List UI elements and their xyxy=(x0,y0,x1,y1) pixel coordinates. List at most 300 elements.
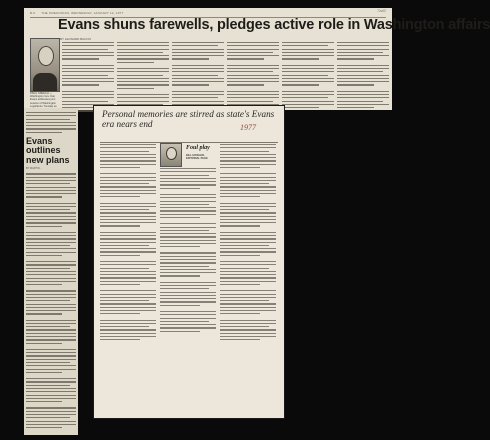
article-columns-right xyxy=(100,144,278,342)
text-line xyxy=(220,294,276,295)
text-line xyxy=(26,307,76,308)
text-line xyxy=(220,180,276,181)
text-line xyxy=(160,256,216,257)
text-column xyxy=(282,42,334,117)
text-line xyxy=(220,177,276,178)
text-line xyxy=(220,313,260,314)
text-line xyxy=(220,157,276,158)
text-line xyxy=(117,81,169,82)
text-line xyxy=(160,295,216,296)
text-line xyxy=(26,359,76,360)
text-line xyxy=(160,246,200,247)
text-line xyxy=(100,323,156,324)
text-line xyxy=(172,81,224,82)
text-line xyxy=(26,339,76,340)
text-line xyxy=(26,381,76,382)
text-line xyxy=(62,55,114,56)
text-line xyxy=(160,207,216,208)
text-line xyxy=(62,65,114,66)
text-line xyxy=(62,91,114,92)
text-line xyxy=(227,81,279,82)
text-line xyxy=(26,349,76,350)
text-line xyxy=(220,183,269,184)
text-line xyxy=(160,227,216,228)
text-line xyxy=(227,91,279,92)
text-line xyxy=(220,326,269,327)
text-line xyxy=(100,333,156,334)
text-line xyxy=(100,320,156,321)
text-line xyxy=(160,318,216,319)
text-line xyxy=(26,362,70,363)
text-line xyxy=(26,329,76,330)
text-line xyxy=(220,203,276,204)
text-line xyxy=(62,42,114,43)
text-line xyxy=(227,52,273,53)
text-line xyxy=(26,365,76,366)
text-line xyxy=(100,196,140,197)
text-line xyxy=(26,343,62,344)
text-line xyxy=(26,232,76,233)
text-line xyxy=(100,303,156,304)
text-line xyxy=(62,101,108,102)
text-line xyxy=(282,97,328,98)
text-line xyxy=(26,284,62,285)
text-line xyxy=(220,268,269,269)
text-line xyxy=(62,78,114,79)
text-line xyxy=(220,333,276,334)
text-line xyxy=(337,101,383,102)
text-line xyxy=(220,212,276,213)
portrait-photo xyxy=(30,38,60,92)
text-line xyxy=(117,45,169,46)
text-line xyxy=(172,65,224,66)
text-line xyxy=(160,298,216,299)
text-line xyxy=(26,313,62,314)
text-line xyxy=(26,417,70,418)
text-line xyxy=(26,206,76,207)
text-line xyxy=(26,112,76,113)
text-line xyxy=(282,75,328,76)
text-line xyxy=(160,269,216,270)
text-line xyxy=(160,223,216,224)
text-line xyxy=(117,104,163,105)
text-line xyxy=(117,75,163,76)
text-line xyxy=(100,297,156,298)
text-line xyxy=(100,180,156,181)
text-line xyxy=(227,55,279,56)
text-line xyxy=(26,183,70,184)
text-line xyxy=(337,58,374,59)
text-line xyxy=(282,52,334,53)
text-line xyxy=(282,78,334,79)
text-line xyxy=(220,264,276,265)
text-line xyxy=(337,49,389,50)
text-line xyxy=(220,271,276,272)
text-line xyxy=(220,336,276,337)
text-line xyxy=(160,168,216,169)
text-line xyxy=(220,284,260,285)
byline-left: BY MARTIN... xyxy=(26,167,42,171)
text-line xyxy=(100,212,156,213)
text-line xyxy=(100,264,156,265)
text-line xyxy=(100,310,156,311)
text-line xyxy=(100,232,156,233)
clipping-top xyxy=(24,8,490,110)
text-line xyxy=(282,81,334,82)
text-line xyxy=(227,94,279,95)
text-line xyxy=(220,261,276,262)
text-line xyxy=(100,284,140,285)
text-line xyxy=(337,75,389,76)
text-line xyxy=(26,385,70,386)
text-line xyxy=(220,144,276,145)
text-line xyxy=(337,55,389,56)
text-line xyxy=(26,401,62,402)
text-line xyxy=(26,407,76,408)
text-line xyxy=(220,255,260,256)
text-line xyxy=(220,164,276,165)
text-line xyxy=(100,326,149,327)
text-line xyxy=(227,45,279,46)
text-line xyxy=(160,188,200,189)
text-line xyxy=(220,190,276,191)
text-line xyxy=(62,52,114,53)
text-line xyxy=(100,261,156,262)
text-line xyxy=(160,259,216,260)
text-line xyxy=(227,97,279,98)
text-line xyxy=(26,125,76,126)
text-column xyxy=(26,173,76,428)
text-line xyxy=(337,42,389,43)
text-line xyxy=(62,49,108,50)
text-line xyxy=(227,65,279,66)
text-line xyxy=(160,181,216,182)
text-line xyxy=(172,91,224,92)
text-line xyxy=(26,212,76,213)
text-line xyxy=(172,42,224,43)
text-line xyxy=(100,307,156,308)
text-line xyxy=(100,167,140,168)
text-line xyxy=(160,327,216,328)
text-line xyxy=(220,238,276,239)
text-line xyxy=(117,97,169,98)
text-line xyxy=(337,91,389,92)
text-line xyxy=(26,242,76,243)
text-line xyxy=(160,282,216,283)
text-line xyxy=(337,81,389,82)
text-line xyxy=(100,209,149,210)
text-line xyxy=(220,251,276,252)
text-line xyxy=(26,323,76,324)
text-line xyxy=(26,297,76,298)
text-line xyxy=(26,278,76,279)
text-line xyxy=(26,352,76,353)
text-line xyxy=(26,388,76,389)
text-line xyxy=(26,238,76,239)
archive-mark: 7a42 xyxy=(377,8,386,13)
text-line xyxy=(337,107,374,108)
text-line xyxy=(100,177,156,178)
text-line xyxy=(26,128,76,129)
text-line xyxy=(26,190,76,191)
text-line xyxy=(337,52,383,53)
text-line xyxy=(100,219,156,220)
text-line xyxy=(26,271,76,272)
text-line xyxy=(26,196,62,197)
text-line xyxy=(220,339,260,340)
text-line xyxy=(26,355,76,356)
text-line xyxy=(172,45,218,46)
text-line xyxy=(26,216,76,217)
text-line xyxy=(100,206,156,207)
text-line xyxy=(337,78,389,79)
section-rule xyxy=(100,142,278,143)
text-line xyxy=(26,177,76,178)
text-line xyxy=(172,49,224,50)
text-line xyxy=(100,294,156,295)
text-line xyxy=(100,222,156,223)
text-line xyxy=(282,84,319,85)
text-line xyxy=(220,186,276,187)
text-line xyxy=(62,75,108,76)
text-line xyxy=(62,58,99,59)
text-line xyxy=(227,42,279,43)
text-line xyxy=(100,238,156,239)
text-line xyxy=(160,184,216,185)
text-line xyxy=(160,214,216,215)
text-line xyxy=(227,68,279,69)
text-line xyxy=(26,252,76,253)
text-line xyxy=(26,310,76,311)
text-line xyxy=(26,411,76,412)
text-line xyxy=(100,225,140,226)
text-line xyxy=(220,225,260,226)
text-line xyxy=(282,42,334,43)
text-line xyxy=(26,398,76,399)
text-line xyxy=(337,45,389,46)
column-title: Foul play xyxy=(186,145,210,151)
text-line xyxy=(26,248,76,249)
text-column xyxy=(100,144,156,342)
text-line xyxy=(117,71,169,72)
text-line xyxy=(220,303,276,304)
text-line xyxy=(100,242,156,243)
text-line xyxy=(117,88,154,89)
text-line xyxy=(117,84,169,85)
text-line xyxy=(227,78,279,79)
text-line xyxy=(62,104,114,105)
headline-top: Evans shuns farewells, pledges active role in Washington affairs xyxy=(58,17,490,33)
text-line xyxy=(160,292,216,293)
text-line xyxy=(220,235,276,236)
text-line xyxy=(26,264,76,265)
text-line xyxy=(100,329,156,330)
page-number: B-6 xyxy=(30,11,36,15)
text-line xyxy=(220,167,260,168)
text-line xyxy=(220,290,276,291)
text-line xyxy=(160,285,216,286)
text-column xyxy=(337,42,389,117)
text-line xyxy=(117,58,169,59)
text-line xyxy=(160,178,216,179)
text-line xyxy=(160,201,216,202)
photo-caption: FINAL SPEECH — Washington Gov. Dan Evans addresses joint session of Washington Legislature Tuesday as xyxy=(30,92,57,108)
text-line xyxy=(220,160,276,161)
text-line xyxy=(26,255,62,256)
text-line xyxy=(26,245,70,246)
text-line xyxy=(62,81,114,82)
text-line xyxy=(220,281,276,282)
text-line xyxy=(172,68,224,69)
text-line xyxy=(160,275,200,276)
text-line xyxy=(160,305,200,306)
text-line xyxy=(220,320,276,321)
text-line xyxy=(100,160,156,161)
text-line xyxy=(282,45,328,46)
column-author: BILL HOWLER, EDITORIAL PAGE xyxy=(186,154,208,161)
text-line xyxy=(117,49,169,50)
masthead: THE OREGONIAN, WEDNESDAY, JANUARY 12, 1977 xyxy=(41,11,124,15)
text-line xyxy=(172,104,224,105)
text-line xyxy=(100,190,156,191)
text-line xyxy=(117,78,169,79)
text-line xyxy=(220,329,276,330)
text-line xyxy=(100,183,149,184)
text-line xyxy=(160,321,209,322)
text-line xyxy=(26,268,70,269)
text-column xyxy=(160,168,216,342)
handwritten-number: 1977 xyxy=(240,123,256,132)
text-line xyxy=(100,173,156,174)
text-line xyxy=(26,281,76,282)
text-line xyxy=(100,271,156,272)
text-line xyxy=(220,248,276,249)
text-line xyxy=(160,324,216,325)
text-line xyxy=(220,216,276,217)
text-line xyxy=(100,144,156,145)
text-line xyxy=(62,45,114,46)
text-line xyxy=(220,274,276,275)
text-line xyxy=(160,240,216,241)
text-line xyxy=(220,219,276,220)
text-line xyxy=(100,277,156,278)
text-line xyxy=(100,290,156,291)
text-line xyxy=(282,68,334,69)
text-line xyxy=(282,55,334,56)
text-line xyxy=(337,65,389,66)
text-line xyxy=(26,222,76,223)
text-line xyxy=(220,154,276,155)
text-line xyxy=(282,101,334,102)
text-line xyxy=(26,290,76,291)
text-line xyxy=(220,307,276,308)
text-line xyxy=(172,58,209,59)
text-line xyxy=(26,115,76,116)
text-line xyxy=(220,277,276,278)
text-line xyxy=(26,304,76,305)
text-line xyxy=(220,209,269,210)
text-line xyxy=(26,132,62,133)
text-line xyxy=(160,204,209,205)
clipping-left xyxy=(24,108,78,435)
headline-right: Personal memories are stirred as state's Evans era nears end xyxy=(102,109,275,129)
text-line xyxy=(282,91,334,92)
text-line xyxy=(26,274,76,275)
text-line xyxy=(160,266,209,267)
text-line xyxy=(220,323,276,324)
text-line xyxy=(220,222,276,223)
text-line xyxy=(337,97,389,98)
text-line xyxy=(227,101,273,102)
clipping-right xyxy=(94,106,284,418)
text-line xyxy=(26,369,76,370)
text-line xyxy=(100,339,140,340)
text-line xyxy=(26,122,76,123)
text-line xyxy=(100,274,156,275)
text-line xyxy=(160,197,216,198)
text-line xyxy=(227,104,279,105)
text-line xyxy=(26,336,76,337)
text-line xyxy=(26,424,76,425)
text-line xyxy=(220,242,276,243)
text-column xyxy=(220,144,276,342)
text-line xyxy=(282,58,319,59)
text-line xyxy=(100,164,156,165)
text-line xyxy=(337,68,389,69)
headline-left: Evans outlines new plans xyxy=(26,135,70,165)
text-line xyxy=(160,331,200,332)
text-line xyxy=(160,252,216,253)
text-line xyxy=(227,75,279,76)
text-line xyxy=(220,147,276,148)
text-line xyxy=(160,236,216,237)
text-line xyxy=(337,71,383,72)
text-line xyxy=(26,326,70,327)
text-line xyxy=(62,68,114,69)
text-line xyxy=(160,230,209,231)
text-line xyxy=(100,193,156,194)
text-line xyxy=(100,251,156,252)
text-line xyxy=(172,97,218,98)
text-line xyxy=(26,378,76,379)
text-line xyxy=(160,311,216,312)
text-line xyxy=(26,427,62,428)
text-line xyxy=(220,297,276,298)
text-line xyxy=(26,209,70,210)
text-line xyxy=(100,281,156,282)
text-line xyxy=(282,65,334,66)
text-line xyxy=(337,104,389,105)
portrait-face xyxy=(38,46,54,66)
text-line xyxy=(26,421,76,422)
text-line xyxy=(26,235,76,236)
text-line xyxy=(227,49,279,50)
text-line xyxy=(62,97,114,98)
text-line xyxy=(160,288,209,289)
text-line xyxy=(220,310,276,311)
text-line xyxy=(100,268,149,269)
text-line xyxy=(26,187,76,188)
text-line xyxy=(282,107,319,108)
text-line xyxy=(172,78,224,79)
text-line xyxy=(282,49,334,50)
text-line xyxy=(26,333,76,334)
text-line xyxy=(100,336,156,337)
text-line xyxy=(337,94,389,95)
text-line xyxy=(172,84,209,85)
portrait-suit xyxy=(33,73,57,91)
text-line xyxy=(160,175,209,176)
